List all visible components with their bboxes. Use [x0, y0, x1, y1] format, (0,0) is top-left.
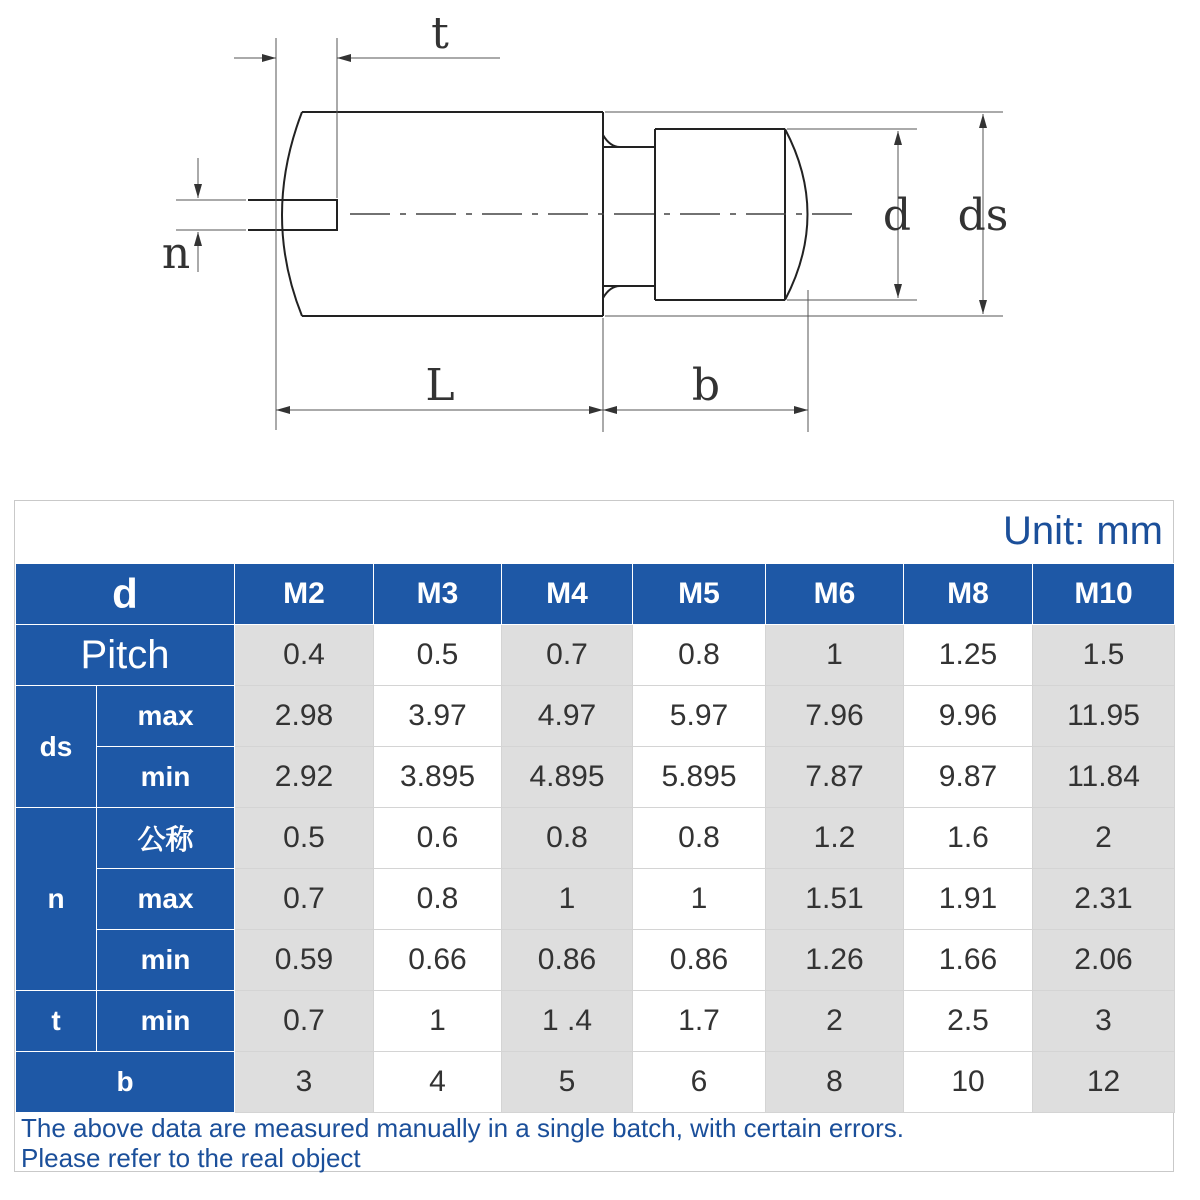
screw-technical-drawing: [0, 0, 1200, 470]
table-cell: 7.96: [766, 686, 904, 747]
ds-max-row: [16, 686, 1175, 747]
table-cell: 3: [1033, 991, 1175, 1052]
table-cell: 1 .4: [502, 991, 633, 1052]
unit-label: Unit: mm: [1003, 509, 1163, 553]
n-min-label: min: [97, 930, 235, 991]
size-m5: M5: [633, 564, 766, 625]
table-cell: 11.84: [1033, 747, 1175, 808]
ds-min-row: [16, 747, 1175, 808]
table-cell: 0.8: [374, 869, 502, 930]
table-cell: 7.87: [766, 747, 904, 808]
table-cell: 1.5: [1033, 625, 1175, 686]
table-cell: 2.5: [904, 991, 1033, 1052]
n-nominal-row: [16, 808, 1175, 869]
table-cell: 10: [904, 1052, 1033, 1113]
table-cell: 0.5: [374, 625, 502, 686]
t-min-label: min: [97, 991, 235, 1052]
table-cell: 2: [1033, 808, 1175, 869]
table-cell: 1.51: [766, 869, 904, 930]
table-cell: 6: [633, 1052, 766, 1113]
label-b: b: [691, 360, 721, 411]
table-cell: 3: [235, 1052, 374, 1113]
b-row: [16, 1052, 1175, 1113]
t-min-row: [16, 991, 1175, 1052]
table-cell: 0.5: [235, 808, 374, 869]
table-cell: 1.26: [766, 930, 904, 991]
label-d: d: [882, 190, 912, 241]
table-cell: 1: [374, 991, 502, 1052]
table-cell: 1: [502, 869, 633, 930]
table-cell: 0.8: [633, 625, 766, 686]
pitch-label: Pitch: [16, 625, 235, 686]
size-m6: M6: [766, 564, 904, 625]
table-cell: 1.25: [904, 625, 1033, 686]
label-n: n: [161, 228, 191, 279]
size-m4: M4: [502, 564, 633, 625]
table-cell: 8: [766, 1052, 904, 1113]
t-label: t: [16, 991, 97, 1052]
table-cell: 9.96: [904, 686, 1033, 747]
table-cell: 1.66: [904, 930, 1033, 991]
table-cell: 0.86: [633, 930, 766, 991]
ds-max-label: max: [97, 686, 235, 747]
n-max-label: max: [97, 869, 235, 930]
header-row: [16, 564, 1175, 625]
disclaimer-line-1: The above data are measured manually in a single batch, with certain errors.: [21, 1113, 905, 1143]
header-d-label: d: [16, 564, 235, 625]
table-cell: 1.91: [904, 869, 1033, 930]
n-min-row: [16, 930, 1175, 991]
size-m8: M8: [904, 564, 1033, 625]
ds-label: ds: [16, 686, 97, 808]
table-cell: 12: [1033, 1052, 1175, 1113]
table-cell: 0.59: [235, 930, 374, 991]
label-L: L: [425, 360, 455, 411]
table-cell: 0.7: [235, 869, 374, 930]
table-cell: 0.8: [633, 808, 766, 869]
size-m3: M3: [374, 564, 502, 625]
spec-table-panel: [14, 500, 1174, 1172]
table-cell: 0.8: [502, 808, 633, 869]
n-nominal-label: 公称: [97, 808, 235, 869]
table-cell: 5.895: [633, 747, 766, 808]
table-cell: 2.98: [235, 686, 374, 747]
pitch-row: [16, 625, 1175, 686]
table-cell: 3.97: [374, 686, 502, 747]
table-cell: 0.7: [235, 991, 374, 1052]
table-cell: 2: [766, 991, 904, 1052]
table-cell: 1.6: [904, 808, 1033, 869]
table-cell: 11.95: [1033, 686, 1175, 747]
disclaimer-line-2: Please refer to the real object: [21, 1143, 361, 1173]
table-cell: 0.4: [235, 625, 374, 686]
table-cell: 4.895: [502, 747, 633, 808]
n-label: n: [16, 808, 97, 991]
table-cell: 1: [766, 625, 904, 686]
table-cell: 5: [502, 1052, 633, 1113]
table-cell: 4.97: [502, 686, 633, 747]
table-cell: 1.7: [633, 991, 766, 1052]
size-m2: M2: [235, 564, 374, 625]
size-m10: M10: [1033, 564, 1175, 625]
disclaimer-note: [21, 1113, 904, 1173]
table-cell: 3.895: [374, 747, 502, 808]
table-cell: 4: [374, 1052, 502, 1113]
n-max-row: [16, 869, 1175, 930]
dimension-table: [15, 563, 1175, 1113]
label-t: t: [431, 8, 449, 59]
table-cell: 2.06: [1033, 930, 1175, 991]
table-cell: 0.66: [374, 930, 502, 991]
table-cell: 0.6: [374, 808, 502, 869]
label-ds: ds: [957, 190, 1009, 241]
ds-min-label: min: [97, 747, 235, 808]
table-cell: 9.87: [904, 747, 1033, 808]
table-cell: 2.92: [235, 747, 374, 808]
b-label: b: [16, 1052, 235, 1113]
table-cell: 0.86: [502, 930, 633, 991]
table-cell: 0.7: [502, 625, 633, 686]
table-cell: 2.31: [1033, 869, 1175, 930]
table-cell: 1.2: [766, 808, 904, 869]
table-cell: 1: [633, 869, 766, 930]
table-cell: 5.97: [633, 686, 766, 747]
